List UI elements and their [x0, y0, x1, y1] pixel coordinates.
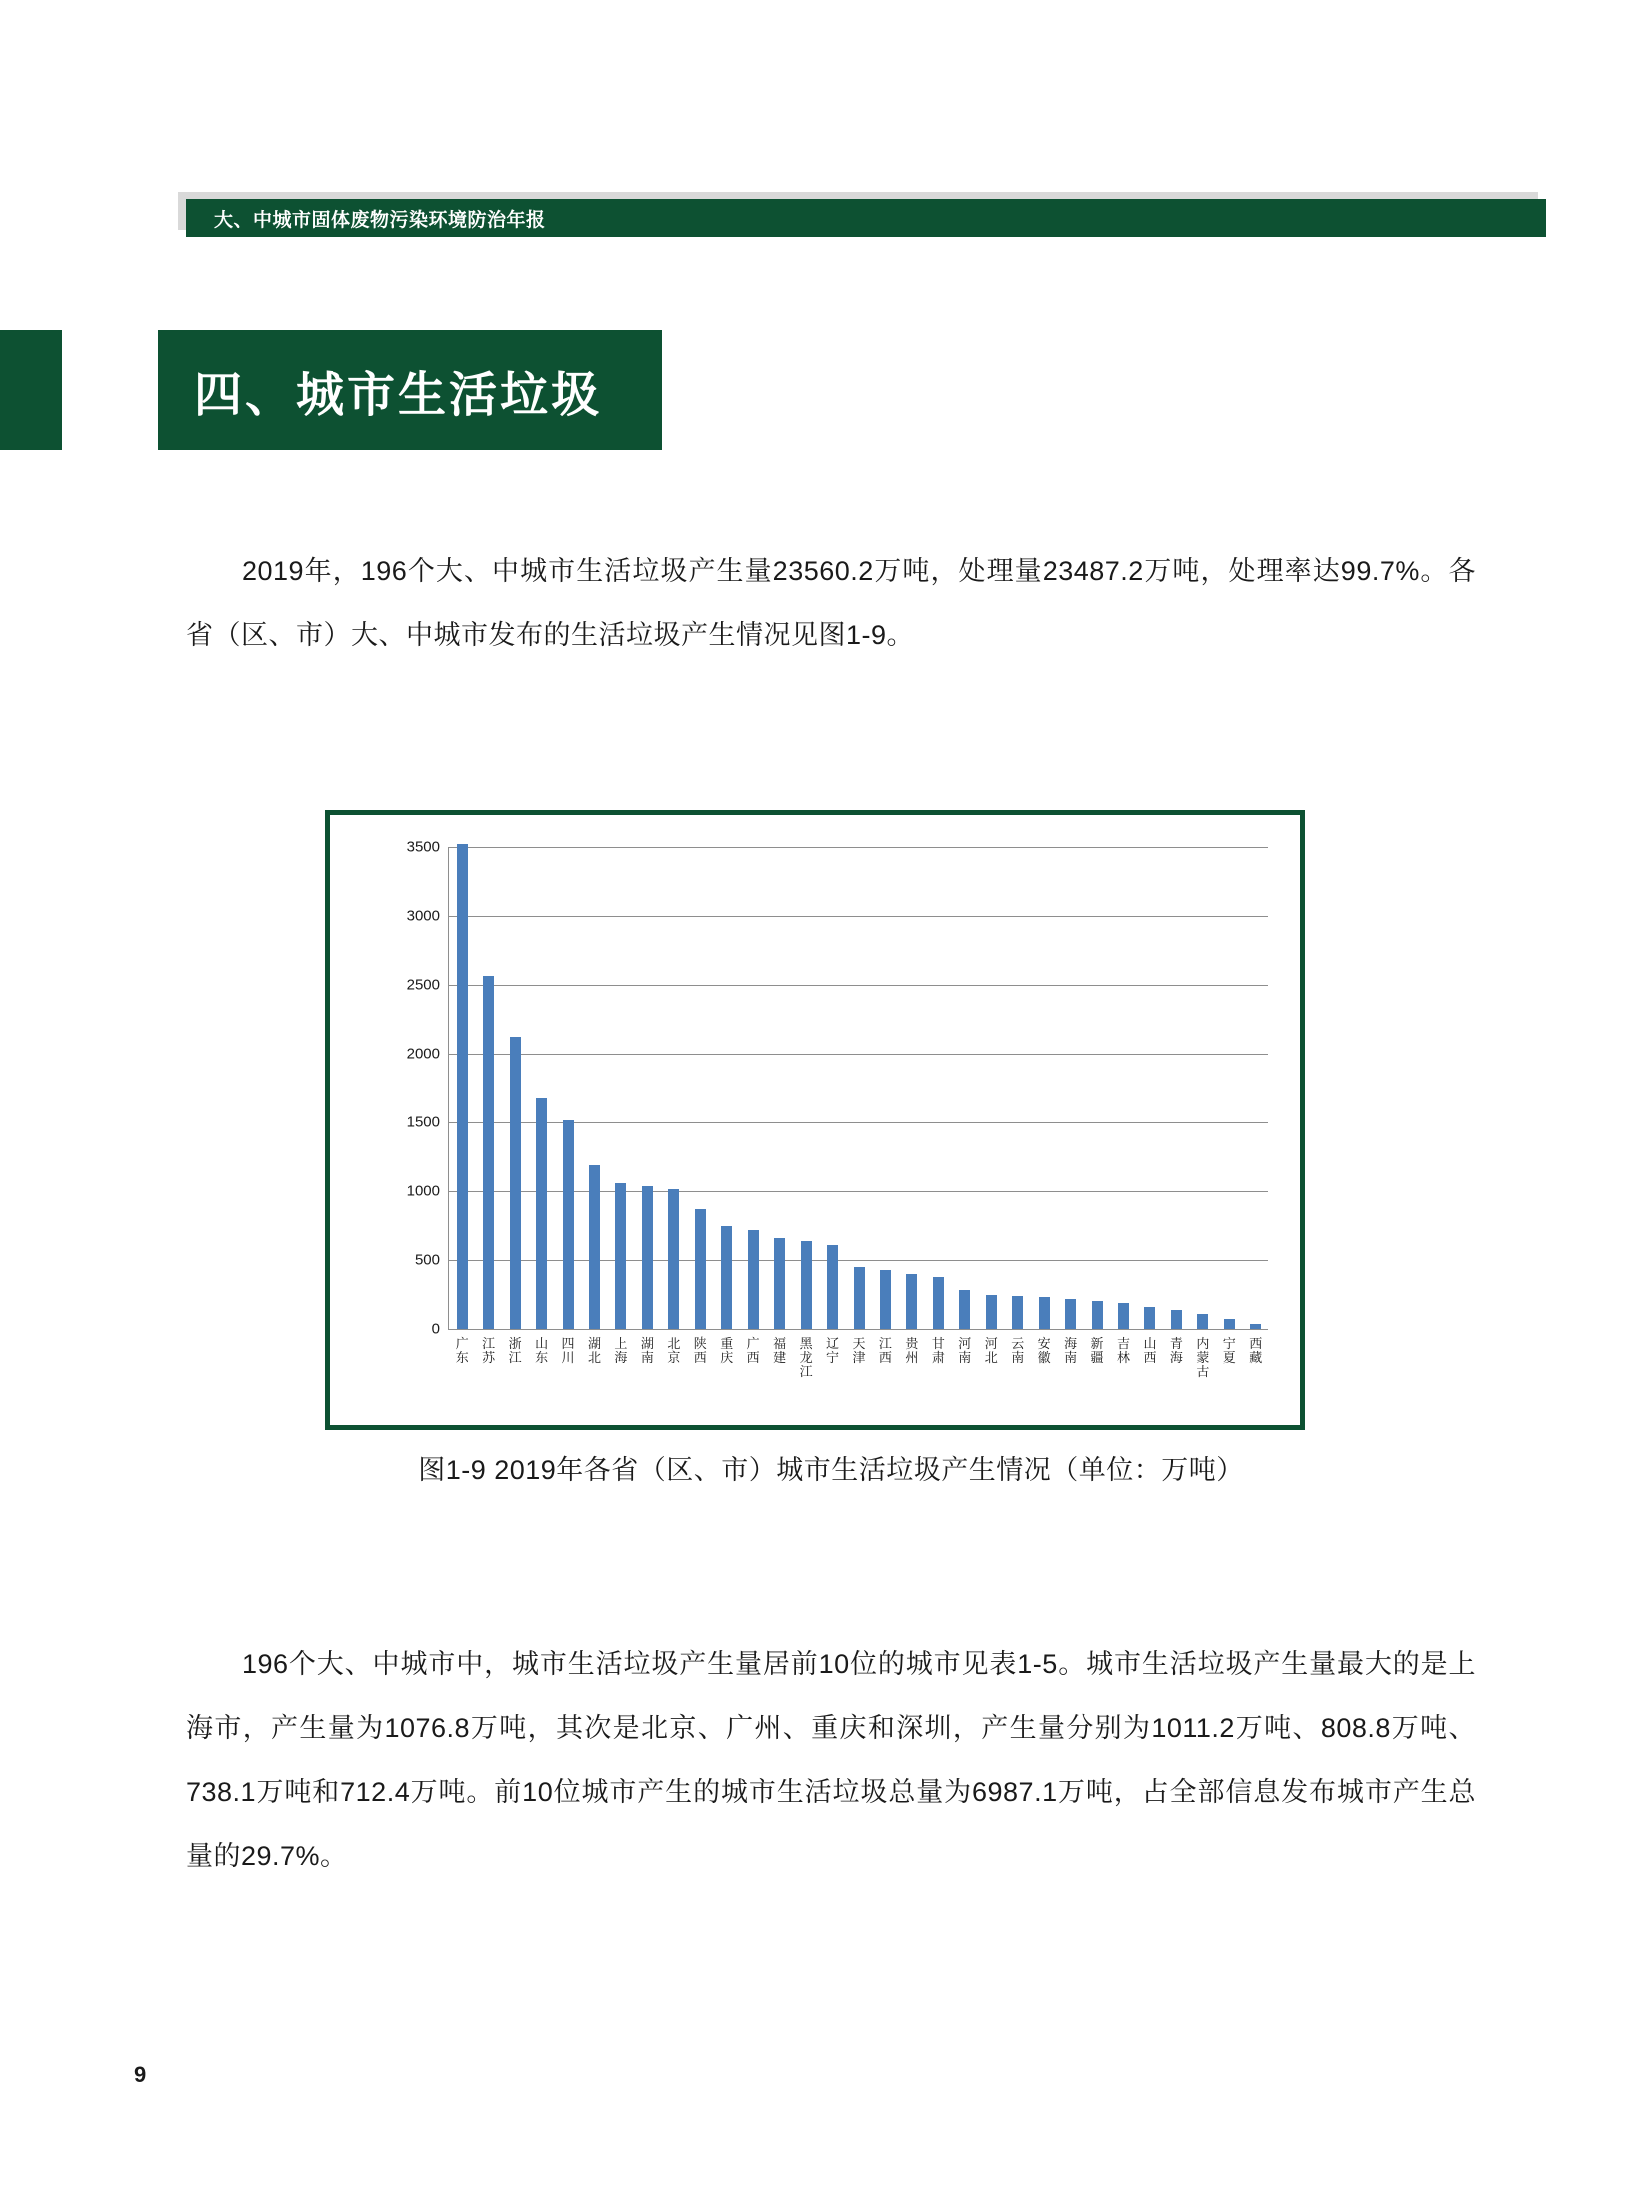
- bar: [906, 1274, 917, 1329]
- chart-x-tick-label: 广西: [746, 1336, 760, 1365]
- chart-x-tick-label: 湖北: [587, 1336, 601, 1365]
- chart-x-tick-label: 湖南: [640, 1336, 654, 1365]
- section-accent-block: [0, 330, 62, 450]
- bar: [1092, 1301, 1103, 1329]
- bar: [1224, 1319, 1235, 1329]
- chart-x-tick-label: 江西: [878, 1336, 892, 1365]
- bar: [1118, 1303, 1129, 1329]
- bar: [483, 976, 494, 1329]
- chart-y-tick-label: 0: [431, 1320, 440, 1338]
- chart-x-tick-label: 新疆: [1090, 1336, 1104, 1365]
- bar: [1065, 1299, 1076, 1329]
- chart-x-tick-label: 河北: [984, 1336, 998, 1365]
- chart-x-tick-label: 辽宁: [826, 1336, 840, 1365]
- chart-x-tick-label: 重庆: [720, 1336, 734, 1365]
- chart-y-tick-label: 3500: [406, 838, 440, 856]
- bar: [748, 1230, 759, 1329]
- chart-x-tick-label: 宁夏: [1222, 1336, 1236, 1365]
- chart-y-tick-label: 3000: [406, 907, 440, 925]
- bar: [933, 1277, 944, 1329]
- bar: [721, 1226, 732, 1329]
- bar: [695, 1209, 706, 1329]
- bar: [1039, 1297, 1050, 1329]
- chart-x-tick-label: 黑龙江: [799, 1336, 813, 1379]
- chart-x-tick-label: 广东: [455, 1336, 469, 1365]
- chart-x-tick-label: 贵州: [905, 1336, 919, 1365]
- chart-x-tick-label: 云南: [1011, 1336, 1025, 1365]
- bar: [1250, 1324, 1261, 1330]
- chart-x-tick-label: 福建: [773, 1336, 787, 1365]
- chart-y-tick-label: 1000: [406, 1182, 440, 1200]
- chart-x-tick-label: 陕西: [693, 1336, 707, 1365]
- chart-x-tick-label: 安徽: [1037, 1336, 1051, 1365]
- paragraph-intro: 2019年，196个大、中城市生活垃圾产生量23560.2万吨，处理量23487.2万吨，处理率达99.7%。各省（区、市）大、中城市发布的生活垃圾产生情况见图1-9。: [186, 556, 1476, 650]
- chart-x-tick-label: 山西: [1143, 1336, 1157, 1365]
- chart-y-tick-label: 1500: [406, 1113, 440, 1131]
- bar: [880, 1270, 891, 1329]
- bar: [642, 1186, 653, 1329]
- page-number: 9: [134, 2062, 147, 2087]
- chart-x-tick-label: 河南: [958, 1336, 972, 1365]
- chart-y-tick-label: 500: [414, 1251, 440, 1269]
- bar: [774, 1238, 785, 1329]
- chart-x-tick-label: 四川: [561, 1336, 575, 1365]
- bar: [986, 1295, 997, 1329]
- chart-y-tick-label: 2500: [406, 976, 440, 994]
- chart-x-tick-label: 海南: [1064, 1336, 1078, 1365]
- bar: [615, 1183, 626, 1329]
- bar-chart: [330, 815, 1300, 1425]
- chart-x-tick-label: 内蒙古: [1196, 1336, 1210, 1379]
- bar: [827, 1245, 838, 1329]
- chart-x-tick-label: 北京: [667, 1336, 681, 1365]
- chart-x-tick-label: 天津: [852, 1336, 866, 1365]
- bar: [510, 1037, 521, 1329]
- bar: [1197, 1314, 1208, 1329]
- chart-x-tick-label: 浙江: [508, 1336, 522, 1365]
- bar: [589, 1165, 600, 1329]
- chart-x-tick-label: 甘肃: [931, 1336, 945, 1365]
- running-header-text: 大、中城市固体废物污染环境防治年报: [214, 209, 546, 231]
- bar: [563, 1120, 574, 1329]
- chart-bars: [449, 847, 1268, 1379]
- chart-x-tick-label: 江苏: [482, 1336, 496, 1365]
- chart-x-tick-label: 西藏: [1249, 1336, 1263, 1365]
- figure-caption: 图1-9 2019年各省（区、市）城市生活垃圾产生情况（单位：万吨）: [418, 1455, 1244, 1485]
- chart-x-tick-label: 吉林: [1117, 1336, 1131, 1365]
- chart-plot-area: [406, 838, 1268, 1379]
- chart-y-tick-label: 2000: [406, 1045, 440, 1063]
- chart-x-tick-label: 上海: [614, 1336, 628, 1365]
- bar: [959, 1290, 970, 1329]
- chart-x-tick-label: 青海: [1169, 1336, 1183, 1365]
- figure-1-9: [325, 810, 1305, 1430]
- section-title-box: [158, 330, 662, 450]
- bar: [668, 1189, 679, 1329]
- bar: [1144, 1307, 1155, 1329]
- paragraph-top10: 196个大、中城市中，城市生活垃圾产生量居前10位的城市见表1-5。城市生活垃圾产生量最大的是上海市，产生量为1076.8万吨，其次是北京、广州、重庆和深圳，产生量分别为1011.2万吨、808.8万吨、738.1万吨和712.4万吨。前10位城市产生的城市生活垃圾总量为6987.1万吨，占全部信息发布城市产生总量的29.7%。: [186, 1649, 1476, 1871]
- chart-gridline: [448, 1329, 1268, 1330]
- page-title: 四、城市生活垃圾: [194, 368, 603, 422]
- running-header: [186, 199, 1546, 237]
- bar: [536, 1098, 547, 1329]
- bar: [457, 844, 468, 1329]
- bar: [801, 1241, 812, 1329]
- bar: [854, 1267, 865, 1329]
- chart-x-tick-label: 山东: [535, 1336, 549, 1365]
- bar: [1171, 1310, 1182, 1329]
- bar: [1012, 1296, 1023, 1329]
